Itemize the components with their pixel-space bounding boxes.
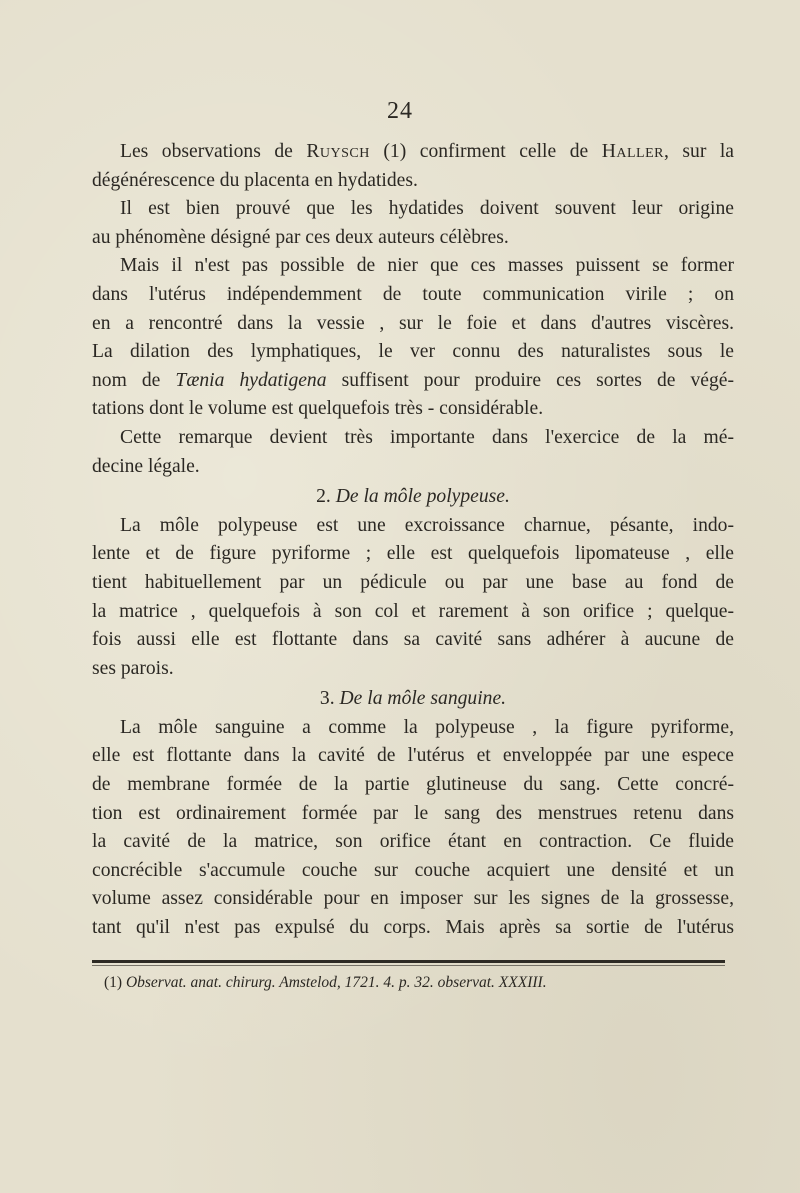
footnote-marker: (1) [104,974,123,991]
species-name: Tænia hydatigena [175,369,327,391]
section-heading [92,685,734,714]
text-line: la cavité de la matrice, son orifice étant en contraction. Ce fluide [92,831,734,853]
text-line: tion est ordinairement formée par le sang des menstrues retenu dans [92,802,734,824]
paragraph [92,714,734,943]
text-line: Les observations de Ruysch (1) confirment celle de Haller, sur la [120,141,734,162]
section-heading [92,483,734,512]
text-line: dégénérescence du placenta en hydatides. [92,169,418,191]
text-line: tient habituellement par un pédicule ou par une base au fond de [92,571,734,593]
footnote-rule [92,960,725,963]
text-line: decine légale. [92,455,200,477]
text-line: fois aussi elle est flottante dans sa cavité sans adhérer à aucune de [92,629,734,651]
text-line: volume assez considérable pour en imposer sur les signes de la grossesse, [92,888,734,910]
section-number: 3. [319,688,335,710]
paragraph [92,424,734,481]
text-line: concrécible s'accumule couche sur couche acquiert une densité et un [92,859,734,881]
text-line: en a rencontré dans la vessie , sur le foie et dans d'autres viscères. [92,312,734,334]
text-line: lente et de figure pyriforme ; elle est quelquefois lipomateuse , elle [92,543,734,565]
section-number: 2. [316,486,331,508]
author-name: Ruysch [306,141,370,162]
author-name: Haller [601,141,664,162]
text-line: ses parois. [92,657,174,679]
text-line: elle est flottante dans la cavité de l'utérus et enveloppée par une espece [92,745,734,767]
page-number: 24 [387,98,413,124]
paragraph [92,138,734,195]
footnote-rule-thin [92,965,725,966]
text-line: tations dont le volume est quelquefois très - considérable. [92,398,544,420]
text-line: Mais il n'est pas possible de nier que ces masses puissent se former [120,255,734,277]
text-line: Il est bien prouvé que les hydatides doivent souvent leur origine [120,198,734,220]
text-line: La môle sanguine a comme la polypeuse , la figure pyriforme, [120,716,734,738]
section-title: De la môle polypeuse. [335,486,510,508]
text-line: nom de Tænia hydatigena suffisent pour produire ces sortes de végé- [92,369,734,391]
text-line: tant qu'il n'est pas expulsé du corps. Mais après sa sortie de l'utérus [92,917,734,939]
footnote [104,972,724,994]
section-title: De la môle sanguine. [339,688,507,710]
text-line: au phénomène désigné par ces deux auteurs célèbres. [92,226,509,248]
text-line: Cette remarque devient très importante dans l'exercice de la mé- [120,426,734,448]
footnote-citation: Observat. anat. chirurg. Amstelod, [125,974,341,991]
text-line: la matrice , quelquefois à son col et rarement à son orifice ; quelque- [92,600,734,622]
footnote-details: 1721. 4. p. 32. observat. XXXIII. [344,974,547,991]
paragraph [92,512,734,684]
text-line: La dilation des lymphatiques, le ver connu des naturalistes sous le [92,341,734,363]
text-line: La môle polypeuse est une excroissance charnue, pésante, indo- [120,514,734,536]
body-text [92,138,734,943]
text-line: dans l'utérus indépendemment de toute communication virile ; on [92,283,734,305]
paragraph [92,252,734,424]
paragraph [92,195,734,252]
text-line: de membrane formée de la partie glutineuse du sang. Cette concré- [92,774,734,796]
